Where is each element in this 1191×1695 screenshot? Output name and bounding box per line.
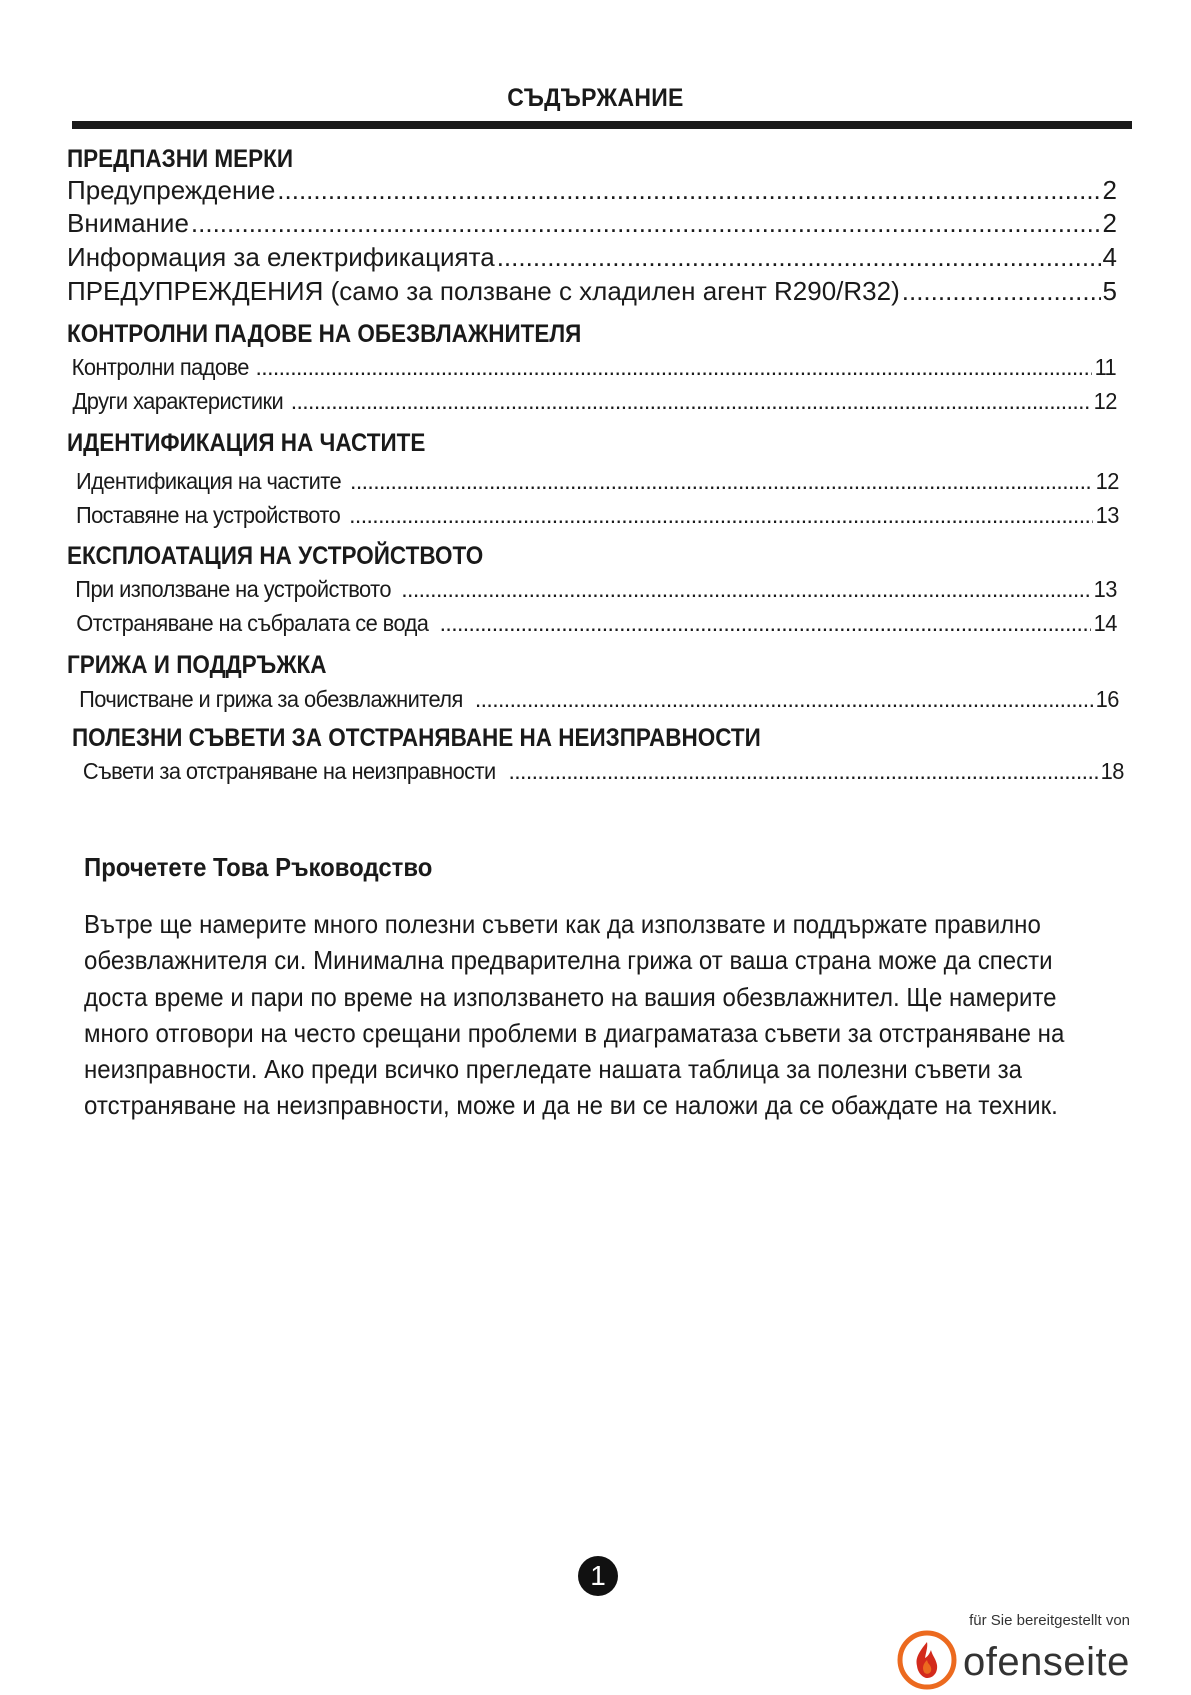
toc-leader-dots	[277, 175, 1100, 206]
toc-entry[interactable]	[67, 276, 1117, 308]
toc-entry-page: 18	[1100, 758, 1124, 784]
toc-entry[interactable]	[67, 208, 1117, 240]
toc-entry[interactable]	[69, 468, 1119, 498]
toc-leader-dots	[902, 276, 1101, 307]
toc-entry[interactable]	[67, 576, 1117, 606]
toc-entry[interactable]	[67, 175, 1117, 207]
toc-entry-page: 12	[1093, 388, 1117, 414]
toc-section-heading: ГРИЖА И ПОДДРЪЖКА	[67, 651, 327, 679]
toc-entry[interactable]	[69, 686, 1119, 716]
toc-leader-dots	[291, 388, 1091, 415]
toc-section-heading: ЕКСПЛОАТАЦИЯ НА УСТРОЙСТВОТО	[67, 542, 484, 570]
toc-entry[interactable]	[67, 242, 1117, 274]
toc-entry[interactable]	[72, 758, 1124, 788]
toc-entry-label: Почистване и грижа за обезвлажнителя	[79, 686, 463, 712]
toc-leader-dots	[350, 468, 1093, 495]
toc-entry-page: 13	[1093, 576, 1117, 602]
page-number-badge: 1	[578, 1556, 618, 1596]
toc-section-heading: ПОЛЕЗНИ СЪВЕТИ ЗА ОТСТРАНЯВАНЕ НА НЕИЗПРАВНОСТИ	[72, 724, 761, 752]
ofenseite-logo[interactable]	[897, 1630, 1130, 1695]
toc-entry-label: ПРЕДУПРЕЖДЕНИЯ (само за ползване с хладилен агент R290/R32)	[67, 276, 900, 306]
toc-entry[interactable]	[69, 502, 1119, 532]
toc-entry-label: Внимание	[67, 208, 189, 238]
toc-leader-dots	[401, 576, 1090, 603]
provided-by-text: für Sie bereitgestellt von	[969, 1612, 1130, 1629]
title-rule	[72, 121, 1132, 129]
toc-entry[interactable]	[67, 610, 1117, 640]
toc-entry-page: 12	[1095, 468, 1119, 494]
brand-name: ofenseite	[963, 1640, 1130, 1684]
toc-leader-dots	[508, 758, 1097, 785]
toc-section-heading: ПРЕДПАЗНИ МЕРКИ	[67, 145, 294, 173]
toc-entry-page: 2	[1102, 175, 1117, 205]
toc-entry[interactable]	[67, 388, 1117, 418]
toc-entry-label: Контролни падове	[71, 354, 249, 380]
toc-entry-label: Съвети за отстраняване на неизправности	[82, 758, 496, 784]
toc-leader-dots	[349, 502, 1092, 529]
toc-entry-page: 16	[1095, 686, 1119, 712]
read-manual-heading: Прочетете Това Ръководство	[84, 852, 433, 882]
toc-section-heading: КОНТРОЛНИ ПАДОВЕ НА ОБЕЗВЛАЖНИТЕЛЯ	[67, 320, 582, 348]
toc-title: СЪДЪРЖАНИЕ	[507, 84, 684, 112]
toc-entry-label: Отстраняване на събралата се вода	[76, 610, 429, 636]
toc-entry-page: 13	[1095, 502, 1119, 528]
toc-section-heading: ИДЕНТИФИКАЦИЯ НА ЧАСТИТЕ	[67, 429, 426, 457]
toc-entry-page: 4	[1102, 242, 1117, 272]
toc-entry-label: Предупреждение	[67, 175, 276, 205]
read-manual-body: Вътре ще намерите много полезни съвети как да използвате и поддържате правилно обезвлажнителя си. Минимална предварителна грижа от ваша страна може да спести доста време и пари по време на използването на вашия обезвлажнител. Ще намерите много отговори на често срещани проблеми в диаграматаза съвети за отстраняване на неизправности. Ако преди всичко прегледате нашата таблица за полезни съвети за отстраняване на неизправности, може и да не ви се наложи да се обаждате на техник.	[84, 909, 1065, 1121]
toc-leader-dots	[191, 208, 1101, 239]
toc-leader-dots	[497, 242, 1101, 273]
toc-entry-label: Други характеристики	[72, 388, 284, 414]
toc-entry-label: Поставяне на устройството	[75, 502, 341, 528]
toc-leader-dots	[440, 610, 1091, 637]
toc-entry-label: Идентификация на частите	[75, 468, 342, 494]
toc-leader-dots	[255, 354, 1092, 381]
toc-leader-dots	[475, 686, 1093, 713]
toc-entry-page: 14	[1093, 610, 1117, 636]
flame-logo-icon	[897, 1630, 957, 1695]
toc-entry-label: При използване на устройството	[75, 576, 391, 602]
toc-entry[interactable]	[67, 354, 1117, 384]
toc-entry-page: 5	[1102, 276, 1117, 306]
toc-entry-page: 11	[1094, 354, 1117, 380]
toc-entry-page: 2	[1102, 208, 1117, 238]
toc-entry-label: Информация за електрификацията	[67, 242, 495, 272]
